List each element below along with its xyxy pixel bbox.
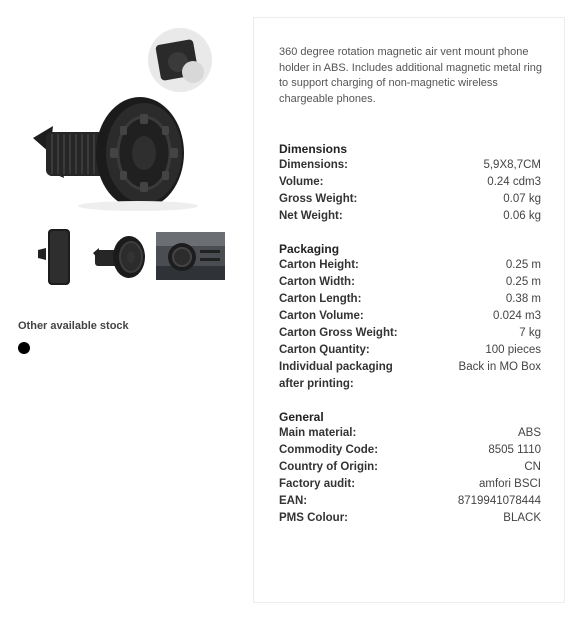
spec-label: Country of Origin:: [279, 461, 379, 473]
spec-label: Gross Weight:: [279, 193, 358, 205]
main-product-image[interactable]: [28, 28, 218, 218]
spec-value: 5,9X8,7CM: [483, 159, 541, 171]
spec-row: [279, 257, 541, 274]
spec-label: Factory audit:: [279, 478, 356, 490]
spec-row: [279, 510, 541, 527]
dimensions-heading: Dimensions: [279, 142, 348, 156]
spec-value: 0.24 cdm3: [487, 176, 541, 188]
spec-value: 0.06 kg: [503, 210, 541, 222]
spec-row: [279, 291, 541, 308]
spec-value: CN: [524, 461, 541, 473]
spec-label: PMS Colour:: [279, 512, 348, 524]
magnetic-disc-part: [96, 97, 184, 209]
spec-row: [279, 442, 541, 459]
spec-row: [279, 325, 541, 342]
detail-inset-image: [148, 28, 212, 92]
spec-label: Commodity Code:: [279, 444, 379, 456]
spec-value: 0.024 m3: [493, 310, 541, 322]
other-stock-title: Other available stock: [18, 320, 129, 332]
spec-value: 8719941078444: [457, 495, 541, 507]
spec-row: [279, 359, 541, 393]
spec-label: Dimensions:: [279, 159, 349, 171]
spec-label: EAN:: [279, 495, 308, 507]
spec-row: [279, 342, 541, 359]
spec-row: [279, 174, 541, 191]
product-description: 360 degree rotation magnetic air vent mount phone holder in ABS. Includes additional magnetic metal ring to support charging of non-magnetic wireless chargeable phones.: [279, 46, 542, 105]
spec-value: 8505 1110: [488, 444, 541, 456]
vent-clip-part: [33, 126, 106, 178]
spec-label: Individual packaging after printing:: [279, 361, 393, 390]
product-info-panel: [253, 17, 565, 603]
spec-value: 0.25 m: [505, 276, 541, 288]
spec-row: [279, 191, 541, 208]
spec-label: Carton Height:: [279, 259, 359, 271]
spec-row: [279, 308, 541, 325]
spec-label: Carton Length:: [279, 293, 362, 305]
spec-label: Carton Volume:: [279, 310, 364, 322]
spec-value: ABS: [517, 427, 541, 439]
spec-value: 7 kg: [519, 327, 541, 339]
spec-label: Volume:: [279, 176, 324, 188]
spec-label: Net Weight:: [279, 210, 343, 222]
spec-value: amfori BSCI: [479, 478, 541, 490]
color-swatch-black[interactable]: [18, 342, 30, 354]
spec-row: [279, 208, 541, 225]
thumbnail-strip: [18, 226, 225, 286]
spec-value: Back in MO Box: [458, 361, 541, 373]
spec-label: Main material:: [279, 427, 357, 439]
spec-label: Carton Width:: [279, 276, 355, 288]
spec-value: 100 pieces: [485, 344, 541, 356]
spec-row: [279, 274, 541, 291]
spec-value: BLACK: [503, 512, 541, 524]
packaging-section: [279, 241, 541, 393]
spec-row: [279, 476, 541, 493]
general-section: [279, 409, 541, 527]
spec-row: [279, 459, 541, 476]
thumbnail-holder-side[interactable]: [87, 226, 156, 286]
spec-label: Carton Quantity:: [279, 344, 370, 356]
spec-value: 0.25 m: [505, 259, 541, 271]
general-heading: General: [279, 410, 324, 424]
dimensions-section: [279, 141, 541, 225]
spec-row: [279, 157, 541, 174]
spec-value: 0.07 kg: [503, 193, 541, 205]
spec-label: Carton Gross Weight:: [279, 327, 398, 339]
spec-row: [279, 493, 541, 510]
spec-row: [279, 425, 541, 442]
thumbnail-car-vent[interactable]: [156, 226, 225, 286]
thumbnail-phone-mounted[interactable]: [18, 226, 87, 286]
packaging-heading: Packaging: [279, 242, 340, 256]
spec-value: 0.38 m: [505, 293, 541, 305]
